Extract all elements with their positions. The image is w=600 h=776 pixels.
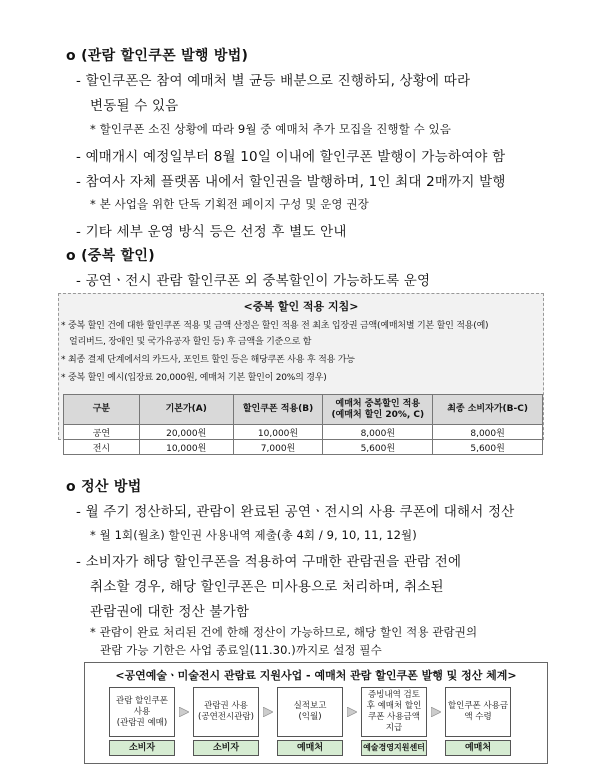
settlement-item-1: - 월 주기 정산하되, 관람이 완료된 공연ㆍ전시의 사용 쿠폰에 대해서 정산: [76, 504, 515, 520]
table-cell: 공연: [64, 425, 140, 440]
flow-step-2: [193, 687, 259, 737]
flow-step-3: [277, 687, 343, 737]
flow-step-1: [109, 687, 175, 737]
settlement-note-1: * 월 1회(월초) 할인권 사용내역 제출(총 4회 / 9, 10, 11, 12월): [90, 528, 417, 542]
section-title-method: o (관람 할인쿠폰 발행 방법): [66, 48, 249, 64]
flow-step-2-text: 관람권 사용 (공연전시관람): [198, 701, 254, 722]
settlement-note-2-cont: 관람 가능 기한은 사업 종료일(11.30.)까지로 설정 필수: [100, 643, 382, 657]
flow-step-5: [445, 687, 511, 737]
table-cell: 7,000원: [233, 440, 323, 455]
settlement-item-2-cont: 취소할 경우, 해당 할인쿠폰은 미사용으로 처리하며, 취소된: [90, 579, 444, 595]
flow-step-4: [361, 687, 427, 737]
flow-actor-4: 예술경영지원센터: [361, 740, 427, 756]
flow-step-3-text: 실적보고 (익월): [293, 701, 327, 722]
arrow-right-icon: [431, 707, 441, 717]
flow-title: <공연예술ㆍ미술전시 관람료 지원사업 - 예매처 관람 할인쿠폰 발행 및 정산 체계>: [115, 669, 517, 682]
flow-step-1-text: 관람 할인쿠폰 사용 (관람권 예매): [116, 695, 168, 728]
method-note-2: * 본 사업을 위한 단독 기획전 페이지 구성 및 운영 권장: [90, 197, 369, 211]
discount-example-table: [63, 394, 543, 455]
table-cell: 20,000원: [139, 425, 233, 440]
settlement-item-2: - 소비자가 해당 할인쿠폰을 적용하여 구매한 관람권을 관람 전에: [76, 554, 462, 570]
table-cell: 전시: [64, 440, 140, 455]
flow-actor-2: 소비자: [193, 740, 259, 756]
guide-line-1: * 중복 할인 건에 대한 할인쿠폰 적용 및 금액 산정은 할인 적용 전 최초 입장권 금액(예매처별 기본 할인 적용(예): [61, 321, 489, 331]
flow-step-4-text: 증빙내역 검토 후 예매처 할인 쿠폰 사용금액 지급: [366, 690, 422, 733]
table-row: [64, 425, 543, 440]
flow-actor-1: 소비자: [109, 740, 175, 756]
table-cell: 8,000원: [433, 425, 543, 440]
table-cell: 5,600원: [323, 440, 433, 455]
table-cell: 10,000원: [139, 440, 233, 455]
method-item-3: - 참여사 자체 플랫폼 내에서 할인권을 발행하며, 1인 최대 2매까지 발행: [76, 174, 506, 190]
method-item-1: - 할인쿠폰은 참여 예매처 별 균등 배분으로 진행하되, 상황에 따라: [76, 73, 471, 89]
flow-actor-3: 예매처: [277, 740, 343, 756]
guide-line-3: * 중복 할인 예시(입장료 20,000원, 예매처 기본 할인이 20%의 경우): [61, 373, 327, 383]
settlement-item-2-cont2: 관람권에 대한 정산 불가함: [90, 604, 250, 620]
method-item-2: - 예매개시 예정일부터 8월 10일 이내에 할인쿠폰 발행이 가능하여야 함: [76, 149, 506, 165]
guide-line-1-cont: 얼리버드, 장애인 및 국가유공자 할인 등) 후 금액을 기준으로 함: [69, 337, 312, 347]
guide-title: <중복 할인 적용 지침>: [243, 300, 359, 313]
arrow-right-icon: [263, 707, 273, 717]
table-row: [64, 440, 543, 455]
table-cell: 5,600원: [433, 440, 543, 455]
table-header-cell: 최종 소비자가(B-C): [433, 395, 543, 425]
guide-line-2: * 최종 결제 단계에서의 카드사, 포인트 할인 등은 해당쿠폰 사용 후 적용 가능: [61, 355, 355, 365]
settlement-note-2: * 관람이 완료 처리된 건에 한해 정산이 가능하므로, 해당 할인 적용 관람권의: [90, 625, 478, 639]
duplicate-item-1: - 공연ㆍ전시 관람 할인쿠폰 외 중복할인이 가능하도록 운영: [76, 273, 431, 289]
table-header-cell: 예매처 중복할인 적용 (예매처 할인 20%, C): [323, 395, 433, 425]
flow-diagram: [84, 662, 548, 764]
arrow-right-icon: [347, 707, 357, 717]
table-header-cell: 할인쿠폰 적용(B): [233, 395, 323, 425]
table-header-row: [64, 395, 543, 425]
table-header-cell: 구분: [64, 395, 140, 425]
method-note-1: * 할인쿠폰 소진 상황에 따라 9월 중 예매처 추가 모집을 진행할 수 있음: [90, 122, 451, 136]
table-cell: 10,000원: [233, 425, 323, 440]
method-item-1-cont: 변동될 수 있음: [90, 98, 179, 114]
section-title-duplicate: o (중복 할인): [66, 248, 155, 264]
table-header-cell: 기본가(A): [139, 395, 233, 425]
table-cell: 8,000원: [323, 425, 433, 440]
flow-actor-5: 예매처: [445, 740, 511, 756]
method-item-4: - 기타 세부 운영 방식 등은 선정 후 별도 안내: [76, 224, 347, 240]
arrow-right-icon: [179, 707, 189, 717]
flow-step-5-text: 할인쿠폰 사용금 액 수령: [447, 701, 509, 722]
section-title-settlement: o 정산 방법: [66, 479, 142, 495]
